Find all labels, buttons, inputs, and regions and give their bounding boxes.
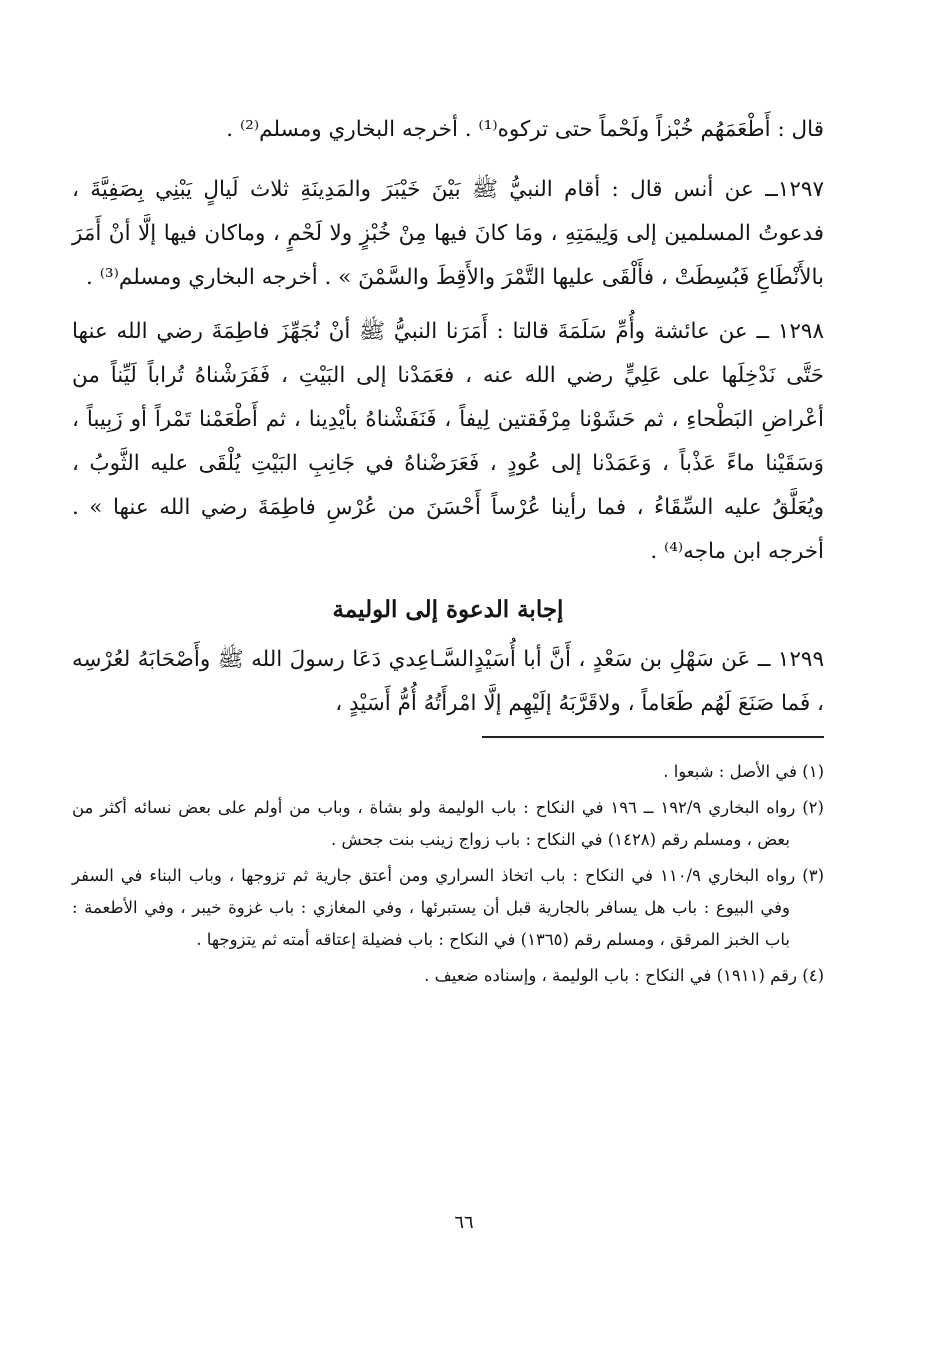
page-number: ٦٦ xyxy=(454,1212,474,1233)
footnote-divider xyxy=(482,736,824,738)
paragraph-continuation: قال : أَطْعَمَهُم خُبْزاً ولَحْماً حتى تركوه⁽¹⁾ . أخرجه البخاري ومسلم⁽²⁾ . xyxy=(226,117,824,142)
footnote-1: (١) في الأصل : شبعوا . xyxy=(663,762,824,781)
hadith-1299: ١٢٩٩ ــ عَن سَهْلِ بن سَعْدٍ ، أَنَّ أبا أُسَيْدٍالسَّـاعِدي دَعَا رسولَ الله ﷺ وأَصْحَابَهُ لعُرْسِه ، فَما صَنَعَ لَهُم طَعَاماً ، ولاقَرَّبَهُ إلَيْهِم إلَّا امْرأَتُهُ أُمُّ أَسَيْدٍ ، xyxy=(72,647,824,716)
footnote-2: (٢) رواه البخاري ١٩٢/٩ ــ ١٩٦ في النكاح : باب الوليمة ولو بشاة ، وباب من أولم على بعض نسائه أكثر من بعض ، ومسلم رقم (١٤٢٨) في النكاح : باب زواج زينب بنت جحش . xyxy=(72,798,824,849)
hadith-1297: ١٢٩٧ــ عن أنس قال : أقام النبيُّ ﷺ بَيْنَ خَيْبَرَ والمَدِينَةِ ثلاث لَيالٍ يَبْنِي بِصَفِيَّةَ ، فدعوتُ المسلمين إلى وَلِيمَتِهِ ، ومَا كانَ فيها مِنْ خُبْزٍ ولا لَحْمٍ ، وماكان فيها إلَّا أنْ أَمَرَ بالأَنْطَاعِ فَبُسِطَتْ ، فأَلْقَى عليها التَّمْرَ والأَقِطَ والسَّمْنَ » . أخرجه البخاري ومسلم⁽³⁾ . xyxy=(72,177,824,290)
hadith-1298: ١٢٩٨ ــ عن عائشة وأُمِّ سَلَمَةَ قالتا : أَمَرَنا النبيُّ ﷺ أنْ نُجَهِّزَ فاطِمَةَ رضي الله عنها حَتَّى نَدْخِلَها على عَلِيٍّ رضي الله عنه ، فعَمَدْنا إلى البَيْتِ ، فَفَرَشْناهُ تُراباً لَيِّناً من أعْراضِ البَطْحاءِ ، ثم حَشَوْنا مِرْفَقتين لِيفاً ، فَنَفَشْناهُ بأيْدِينا ، ثم أَطْعَمْنا تَمْراً أو زَبِيباً ، وَسَقَيْنا ماءً عَذْباً ، وَعَمَدْنا إلى عُودٍ ، فَعَرَضْناهُ في جَانِبِ البَيْتِ يُلْقَى عليه الثَّوبُ ، ويُعَلَّقُ عليه السِّقَاءُ ، فما رأينا عُرْساً أَحْسَنَ من عُرْسِ فاطِمَةَ رضي الله عنها » . أخرجه ابن ماجه⁽⁴⁾ . xyxy=(72,319,825,564)
footnote-4: (٤) رقم (١٩١١) في النكاح : باب الوليمة ، وإسناده ضعيف . xyxy=(424,966,824,985)
footnote-3: (٣) رواه البخاري ١١٠/٩ في النكاح : باب اتخاذ السراري ومن أعتق جارية ثم تزوجها ، وباب البناء في السفر وفي البيوع : باب هل يسافر بالجارية قبل أن يستبرئها ، وفي المغازي : باب غزوة خيبر ، وفي الأطعمة : باب الخبز المرقق ، ومسلم رقم (١٣٦٥) في النكاح : باب فضيلة إعتاقه أمته ثم يتزوجها . xyxy=(72,866,824,949)
footnotes xyxy=(72,756,824,992)
section-heading: إجابة الدعوة إلى الوليمة xyxy=(332,596,564,623)
